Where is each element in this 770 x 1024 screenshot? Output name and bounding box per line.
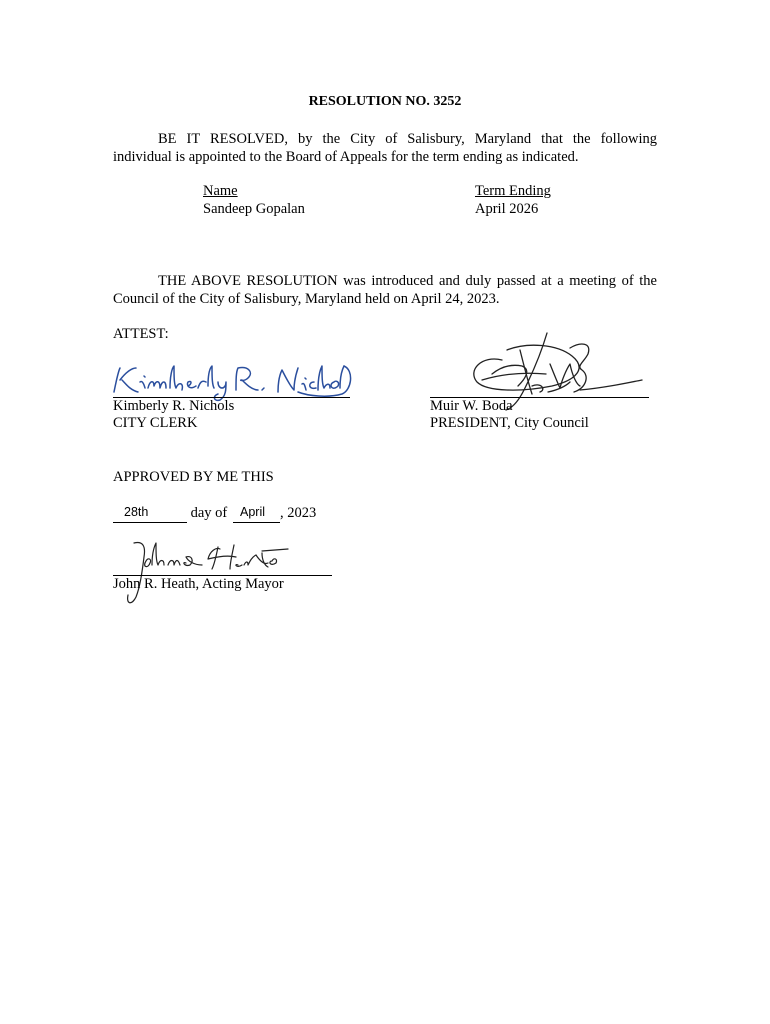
mayor-signature [112,537,292,607]
appointee-name: Sandeep Gopalan [203,201,305,217]
clerk-title: CITY CLERK [113,415,198,431]
term-ending-column-header: Term Ending [475,183,551,199]
mayor-name-title: John R. Heath, Acting Mayor [113,576,284,592]
approval-year-text: , 2023 [280,505,317,521]
president-name: Muir W. Boda [430,398,513,414]
day-blank-line [113,522,187,523]
paragraph-1-line-2: individual is appointed to the Board of Appeals for the term ending as indicated. [113,149,579,165]
attest-label: ATTEST: [113,326,169,342]
clerk-signature [108,362,353,402]
appointee-term-ending: April 2026 [475,201,539,217]
day-of-text: day of [187,505,231,521]
paragraph-2-line-1: THE ABOVE RESOLUTION was introduced and duly passed at a meeting of the [158,273,657,289]
president-title: PRESIDENT, City Council [430,415,589,431]
approval-day-value: 28th [124,505,149,519]
resolution-paragraph-2 [113,272,657,308]
resolution-paragraph-1 [113,130,657,166]
name-column-header: Name [203,183,238,199]
paragraph-1-line-1: BE IT RESOLVED, by the City of Salisbury, Maryland that the following [158,131,657,147]
approval-month-value: April [240,505,266,519]
approved-label: APPROVED BY ME THIS [113,469,274,485]
clerk-name: Kimberly R. Nichols [113,398,235,414]
month-blank-line [233,522,280,523]
resolution-title: RESOLUTION NO. 3252 [308,94,462,109]
paragraph-2-line-2: Council of the City of Salisbury, Maryland held on April 24, 2023. [113,291,500,307]
